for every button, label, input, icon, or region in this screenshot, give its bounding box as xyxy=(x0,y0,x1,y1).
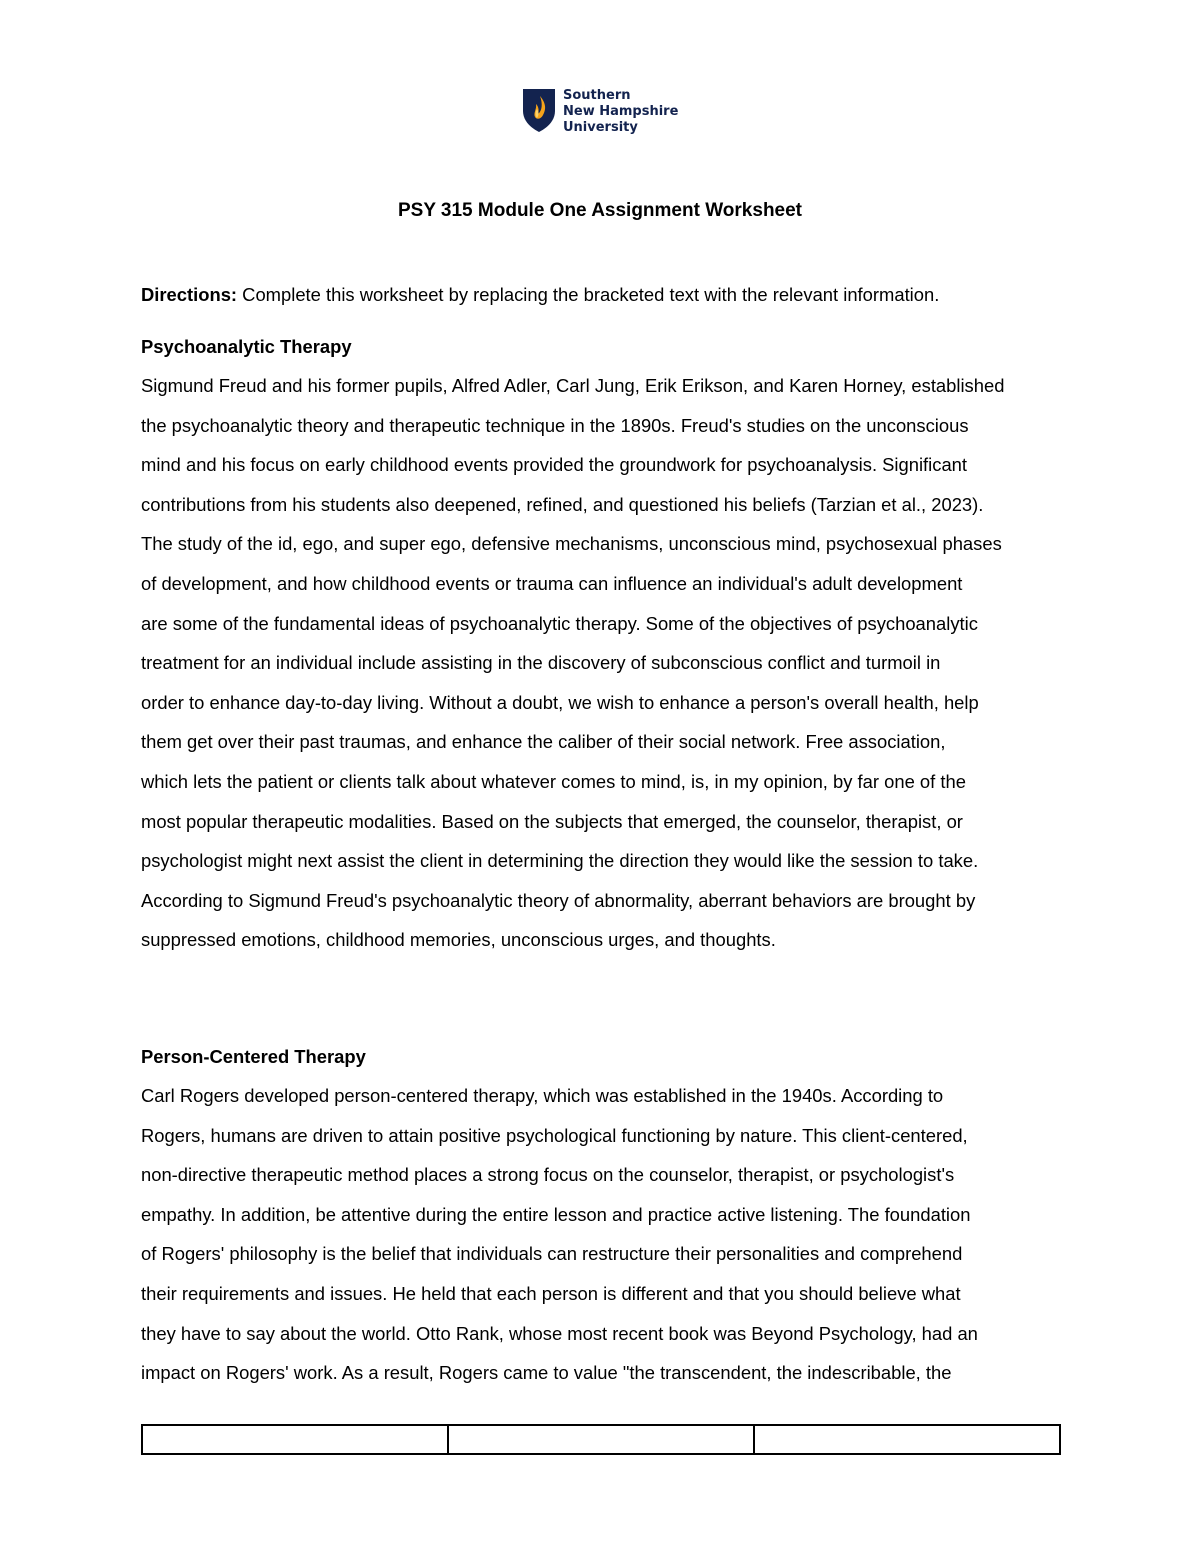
directions-text: Complete this worksheet by replacing the bracketed text with the relevant information. xyxy=(237,284,940,305)
text-line: them get over their past traumas, and enhance the caliber of their social network. Free association, xyxy=(141,731,946,753)
table-cell xyxy=(142,1425,448,1454)
text-line: empathy. In addition, be attentive during the entire lesson and practice active listening. The foundation xyxy=(141,1203,971,1225)
table-row xyxy=(142,1425,1060,1454)
text-line: of Rogers' philosophy is the belief that individuals can restructure their personalities and comprehend xyxy=(141,1243,963,1265)
directions xyxy=(141,282,1066,308)
section-body-psychoanalytic xyxy=(141,366,1066,960)
page-title: PSY 315 Module One Assignment Worksheet xyxy=(397,200,803,221)
logo-line-3: University xyxy=(563,120,638,135)
text-line: Sigmund Freud and his former pupils, Alfred Adler, Carl Jung, Erik Erikson, and Karen Horney, established xyxy=(141,375,1005,396)
text-line: of development, and how childhood events or trauma can influence an individual's adult development xyxy=(141,572,963,594)
shield-flame-icon xyxy=(521,87,557,133)
table-cell xyxy=(448,1425,754,1454)
section-body-person-centered xyxy=(141,1076,1066,1393)
text-line: most popular therapeutic modalities. Based on the subjects that emerged, the counselor, therapist, or xyxy=(141,810,963,832)
directions-label: Directions: xyxy=(141,284,238,305)
table-cell xyxy=(754,1425,1060,1454)
text-line: Rogers, humans are driven to attain positive psychological functioning by nature. This client-centered, xyxy=(141,1124,968,1146)
footer-table xyxy=(141,1424,1061,1455)
logo-line-2: New Hampshire xyxy=(563,104,679,119)
text-line: contributions from his students also deepened, refined, and questioned his beliefs (Tarzian et al., 2023). xyxy=(141,493,984,515)
text-line: impact on Rogers' work. As a result, Rogers came to value "the transcendent, the indescribable, the xyxy=(141,1362,952,1384)
text-line: their requirements and issues. He held that each person is different and that you should believe what xyxy=(141,1282,961,1304)
text-line: treatment for an individual include assisting in the discovery of subconscious conflict and turmoil in xyxy=(141,652,941,674)
text-line: psychologist might next assist the client in determining the direction they would like the session to take. xyxy=(141,850,979,872)
logo-line-1: Southern xyxy=(563,88,631,103)
text-line: Carl Rogers developed person-centered therapy, which was established in the 1940s. According to xyxy=(141,1085,944,1106)
logo-wordmark xyxy=(563,88,678,136)
text-line: mind and his focus on early childhood events provided the groundwork for psychoanalysis. Significant xyxy=(141,454,968,476)
text-line: non-directive therapeutic method places a strong focus on the counselor, therapist, or psychologist's xyxy=(141,1164,955,1186)
section-heading-person-centered: Person-Centered Therapy xyxy=(141,1046,366,1067)
text-line: are some of the fundamental ideas of psychoanalytic therapy. Some of the objectives of psychoanalytic xyxy=(141,612,978,634)
text-line: the psychoanalytic theory and therapeutic technique in the 1890s. Freud's studies on the unconscious xyxy=(141,414,969,436)
text-line: they have to say about the world. Otto Rank, whose most recent book was Beyond Psychology, had an xyxy=(141,1322,978,1344)
text-line: According to Sigmund Freud's psychoanalytic theory of abnormality, aberrant behaviors are brought by xyxy=(141,889,976,911)
section-heading-psychoanalytic: Psychoanalytic Therapy xyxy=(141,336,352,357)
text-line: suppressed emotions, childhood memories, unconscious urges, and thoughts. xyxy=(141,929,776,951)
text-line: which lets the patient or clients talk about whatever comes to mind, is, in my opinion, by far one of the xyxy=(141,770,966,792)
text-line: order to enhance day-to-day living. Without a doubt, we wish to enhance a person's overall health, help xyxy=(141,691,979,713)
text-line: The study of the id, ego, and super ego, defensive mechanisms, unconscious mind, psychosexual phases xyxy=(141,533,1002,555)
university-logo xyxy=(521,87,678,136)
